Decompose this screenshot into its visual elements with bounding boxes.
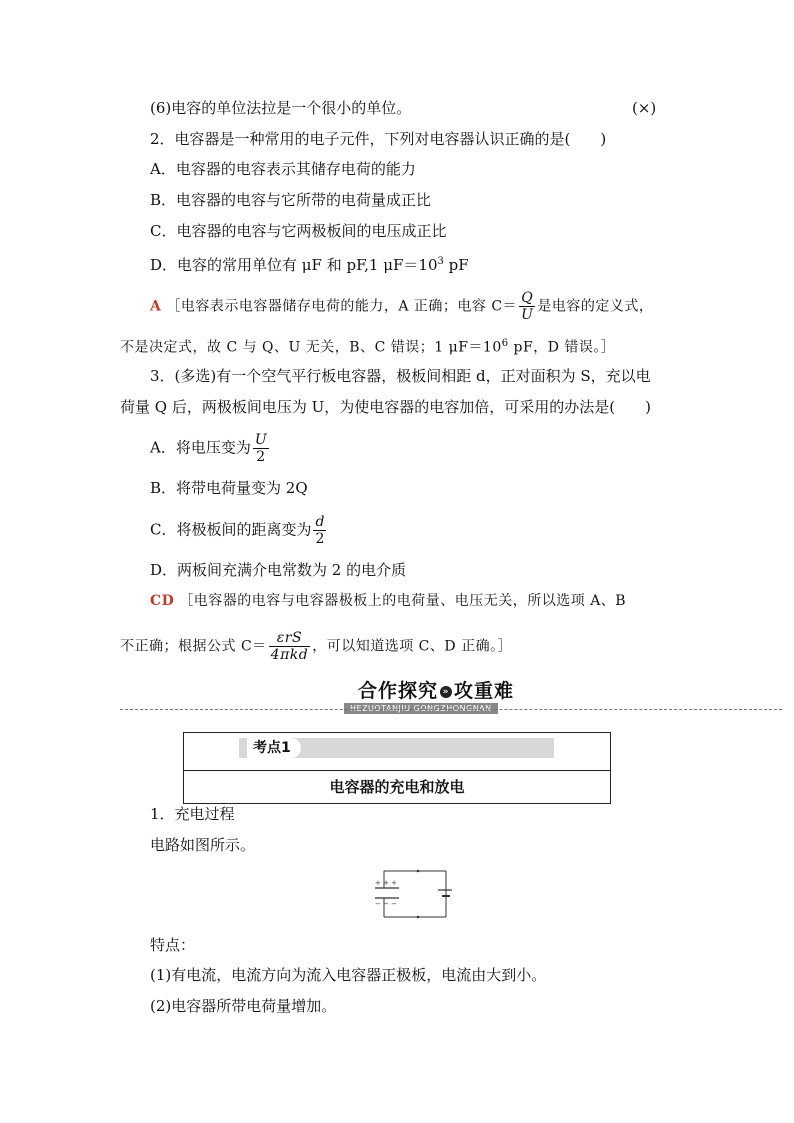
topic-box xyxy=(183,732,611,804)
banner-title: 合作探究 » 攻重难 xyxy=(358,680,515,702)
statement-6-text: (6)电容的单位法拉是一个很小的单位。 xyxy=(150,99,412,117)
question-3-option-c: C．将极板间的距离变为 $\frac{d}{2}$ xyxy=(150,514,325,547)
fraction-q-over-u: $\frac{Q}{U}$ xyxy=(521,290,534,323)
charging-circuit-diagram xyxy=(372,866,452,922)
question-2-answer-cont: 不是决定式，故 C 与 Q、U 无关，B、C 错误；1 $\mu F=10^6$ pF，D 错误。］ xyxy=(120,338,616,356)
topic-tag: 考点1 xyxy=(247,738,301,758)
question-3-line-2: 荷量 Q 后，两极板间电压为 U，为使电容器的电容加倍，可采用的办法是( ) xyxy=(120,398,651,416)
question-2-option-c: C．电容器的电容与它两极板间的电压成正比 xyxy=(150,222,447,240)
fraction-d-over-2: $\frac{d}{2}$ xyxy=(315,514,325,547)
question-3-answer-cont: 不正确；根据公式 C＝ $\frac{\text{εrS}}{\text{4πkd}}$ ，可以知道选项 C、D 正确。］ xyxy=(120,630,513,663)
topic-title: 电容器的充电和放电 xyxy=(329,778,465,796)
question-2-option-b: B．电容器的电容与它所带的电荷量成正比 xyxy=(150,191,432,209)
question-2-option-d: D．电容的常用单位有 μF 和 pF,1 $\mu F=10^3$ pF xyxy=(150,256,469,274)
minus-labels: − − − xyxy=(375,900,398,908)
section-1-heading: 1．充电过程 xyxy=(150,805,235,823)
question-3-option-d: D．两板间充满介电常数为 2 的电介质 xyxy=(150,561,407,579)
feature-1: (1)有电流，电流方向为流入电容器正极板，电流由大到小。 xyxy=(150,966,547,984)
feature-2: (2)电容器所带电荷量增加。 xyxy=(150,997,337,1015)
answer-letter: CD xyxy=(150,593,175,609)
fraction-capacitance: $\frac{\text{εrS}}{\text{4πkd}}$ xyxy=(270,630,309,663)
plus-labels: + + + xyxy=(375,879,398,887)
section-banner xyxy=(350,676,558,716)
question-2-answer: A ［电容表示电容器储存电荷的能力，A 正确；电容 C＝ $\frac{Q}{U}$ 是电容的定义式， xyxy=(150,290,654,323)
question-3-option-a: A．将电压变为 $\frac{U}{2}$ xyxy=(150,432,267,465)
question-2: 2．电容器是一种常用的电子元件，下列对电容器认识正确的是( ) xyxy=(150,130,607,148)
banner-subtitle: HEZUOTANJIU GONGZHONGNAN xyxy=(344,703,498,714)
divider xyxy=(120,709,782,710)
question-2-option-a: A．电容器的电容表示其储存电荷的能力 xyxy=(150,160,416,178)
answer-letter: A xyxy=(150,298,162,315)
question-3-option-b: B．将带电荷量变为 2Q xyxy=(150,479,308,497)
fraction-u-over-2: $\frac{U}{2}$ xyxy=(254,432,267,465)
question-3-line-1: 3．(多选)有一个空气平行板电容器，极板间相距 d，正对面积为 S，充以电 xyxy=(150,367,651,385)
features-heading: 特点： xyxy=(150,936,196,954)
question-3-answer: CD ［电容器的电容与电容器极板上的电荷量、电压无关，所以选项 A、B xyxy=(150,593,627,609)
statement-6 xyxy=(150,98,411,118)
statement-6-mark: (×) xyxy=(632,99,657,117)
section-1-description: 电路如图所示。 xyxy=(150,836,256,854)
arrow-icon: » xyxy=(440,686,452,698)
